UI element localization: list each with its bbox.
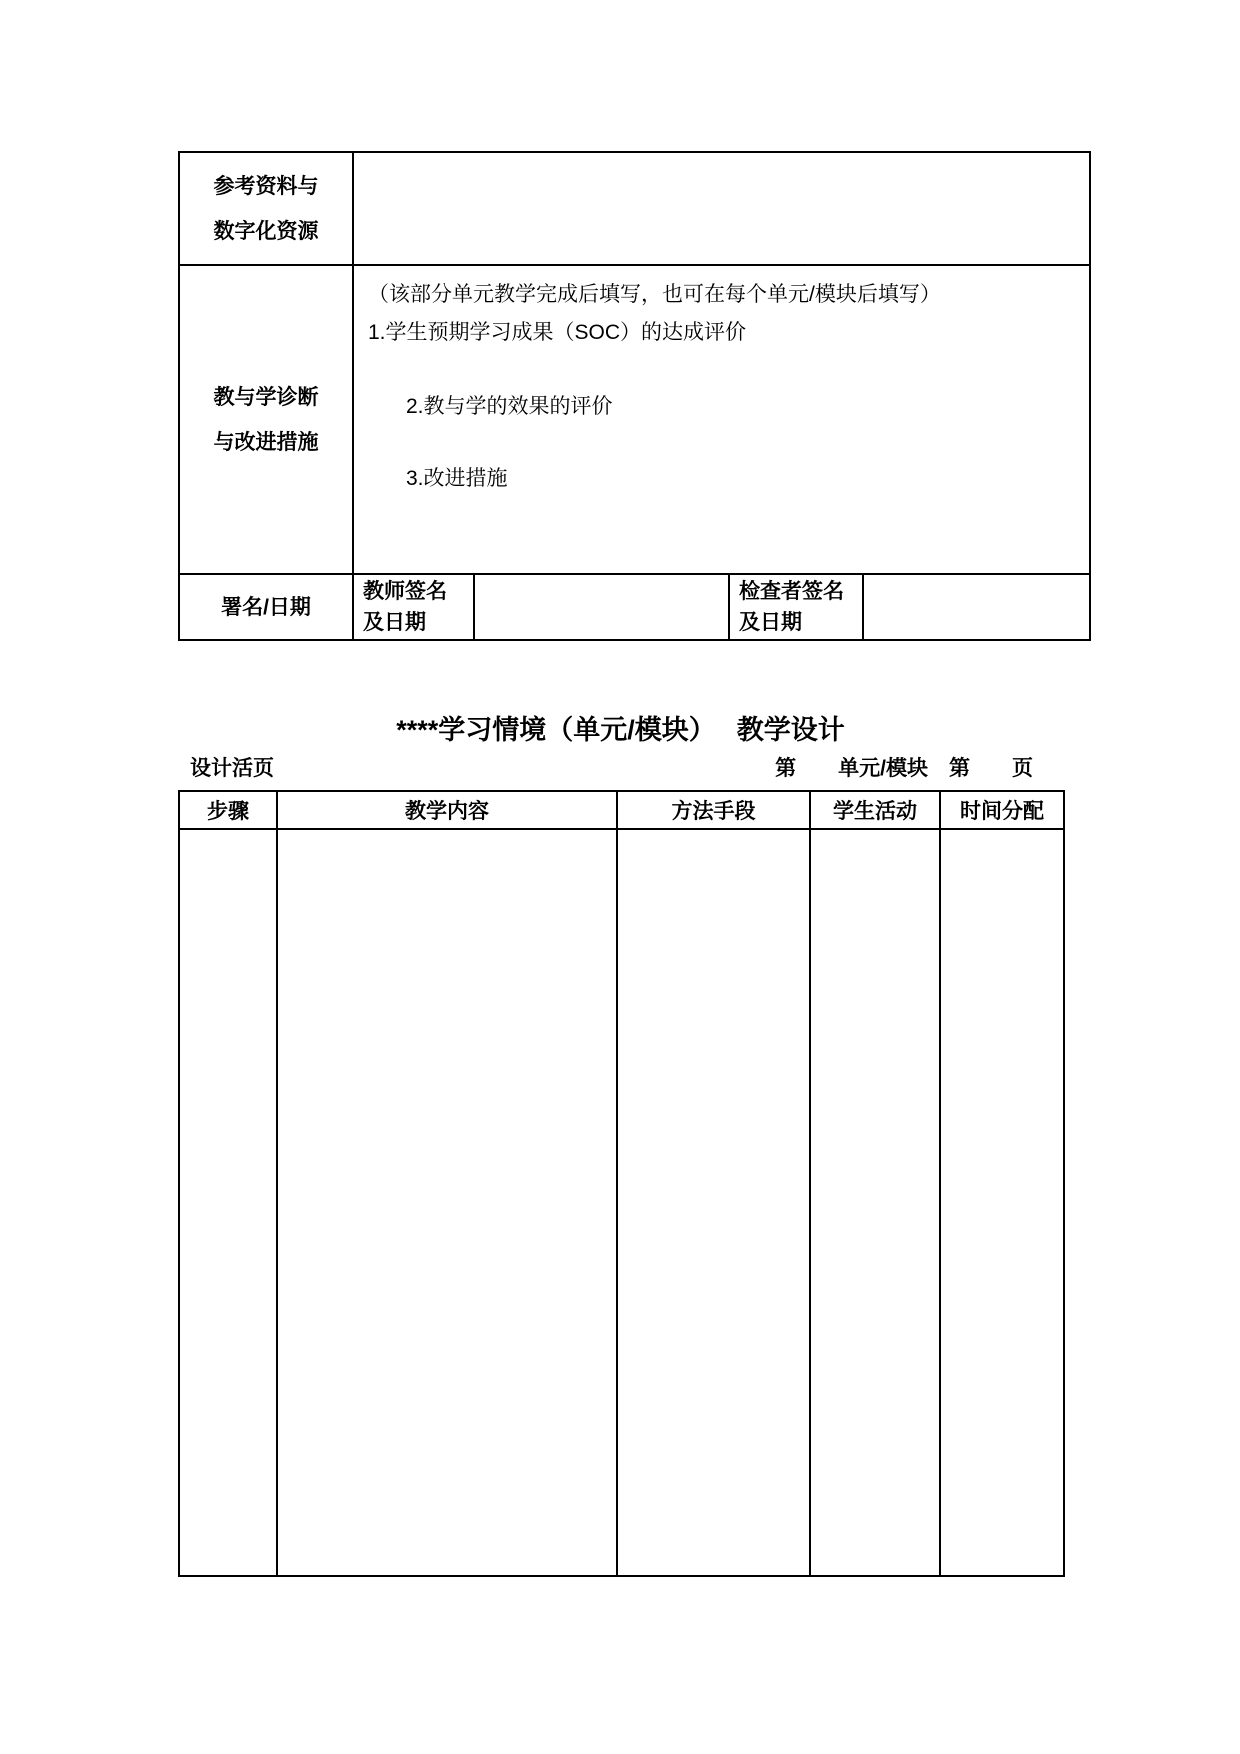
diagnosis-item-2: 2.教与学的效果的评价 — [406, 395, 613, 418]
diagnosis-label-line-1: 教与学诊断 — [213, 385, 319, 409]
header-step: 步骤 — [179, 791, 277, 829]
signature-label: 署名/日期 — [179, 574, 353, 640]
diagnosis-label-line-2: 与改进措施 — [213, 430, 319, 454]
teacher-signature-value — [474, 574, 729, 640]
methods-cell — [617, 829, 810, 1576]
signature-row — [179, 574, 1090, 640]
header-student-activity: 学生活动 — [810, 791, 940, 829]
design-caption-page-indicator: 第 单元/模块 第 页 — [775, 757, 1033, 780]
design-caption-left: 设计活页 — [190, 757, 274, 780]
reference-resources-row — [179, 152, 1090, 265]
student-activity-cell — [810, 829, 940, 1576]
teaching-content-cell — [277, 829, 617, 1576]
teacher-signature-label-line-2: 及日期 — [363, 611, 426, 634]
teaching-design-body-row — [179, 829, 1064, 1576]
diagnosis-row — [179, 265, 1090, 574]
reference-resources-label — [179, 152, 353, 265]
teaching-design-table — [178, 790, 1065, 1577]
checker-signature-value — [863, 574, 1090, 640]
checker-signature-label-line-2: 及日期 — [739, 611, 802, 634]
header-methods: 方法手段 — [617, 791, 810, 829]
reference-resources-content — [353, 152, 1090, 265]
checker-signature-label — [729, 574, 863, 640]
diagnosis-item-1: 1.学生预期学习成果（SOC）的达成评价 — [368, 321, 747, 344]
summary-signature-table — [178, 151, 1091, 641]
teaching-design-header-row — [179, 791, 1064, 829]
step-cell — [179, 829, 277, 1576]
header-teaching-content: 教学内容 — [277, 791, 617, 829]
diagnosis-note: （该部分单元教学完成后填写，也可在每个单元/模块后填写） — [368, 283, 941, 306]
time-allocation-cell — [940, 829, 1064, 1576]
design-caption-line — [178, 754, 1063, 784]
diagnosis-label — [179, 265, 353, 574]
diagnosis-content — [353, 265, 1090, 574]
diagnosis-item-3: 3.改进措施 — [406, 467, 508, 490]
teacher-signature-label — [353, 574, 474, 640]
design-section-title: ****学习情境（单元/模块） 教学设计 — [396, 715, 845, 745]
teacher-signature-label-line-1: 教师签名 — [363, 580, 447, 603]
reference-label-line-2: 数字化资源 — [213, 219, 319, 243]
header-time-allocation: 时间分配 — [940, 791, 1064, 829]
reference-label-line-1: 参考资料与 — [213, 174, 319, 198]
checker-signature-label-line-1: 检查者签名 — [739, 580, 844, 603]
